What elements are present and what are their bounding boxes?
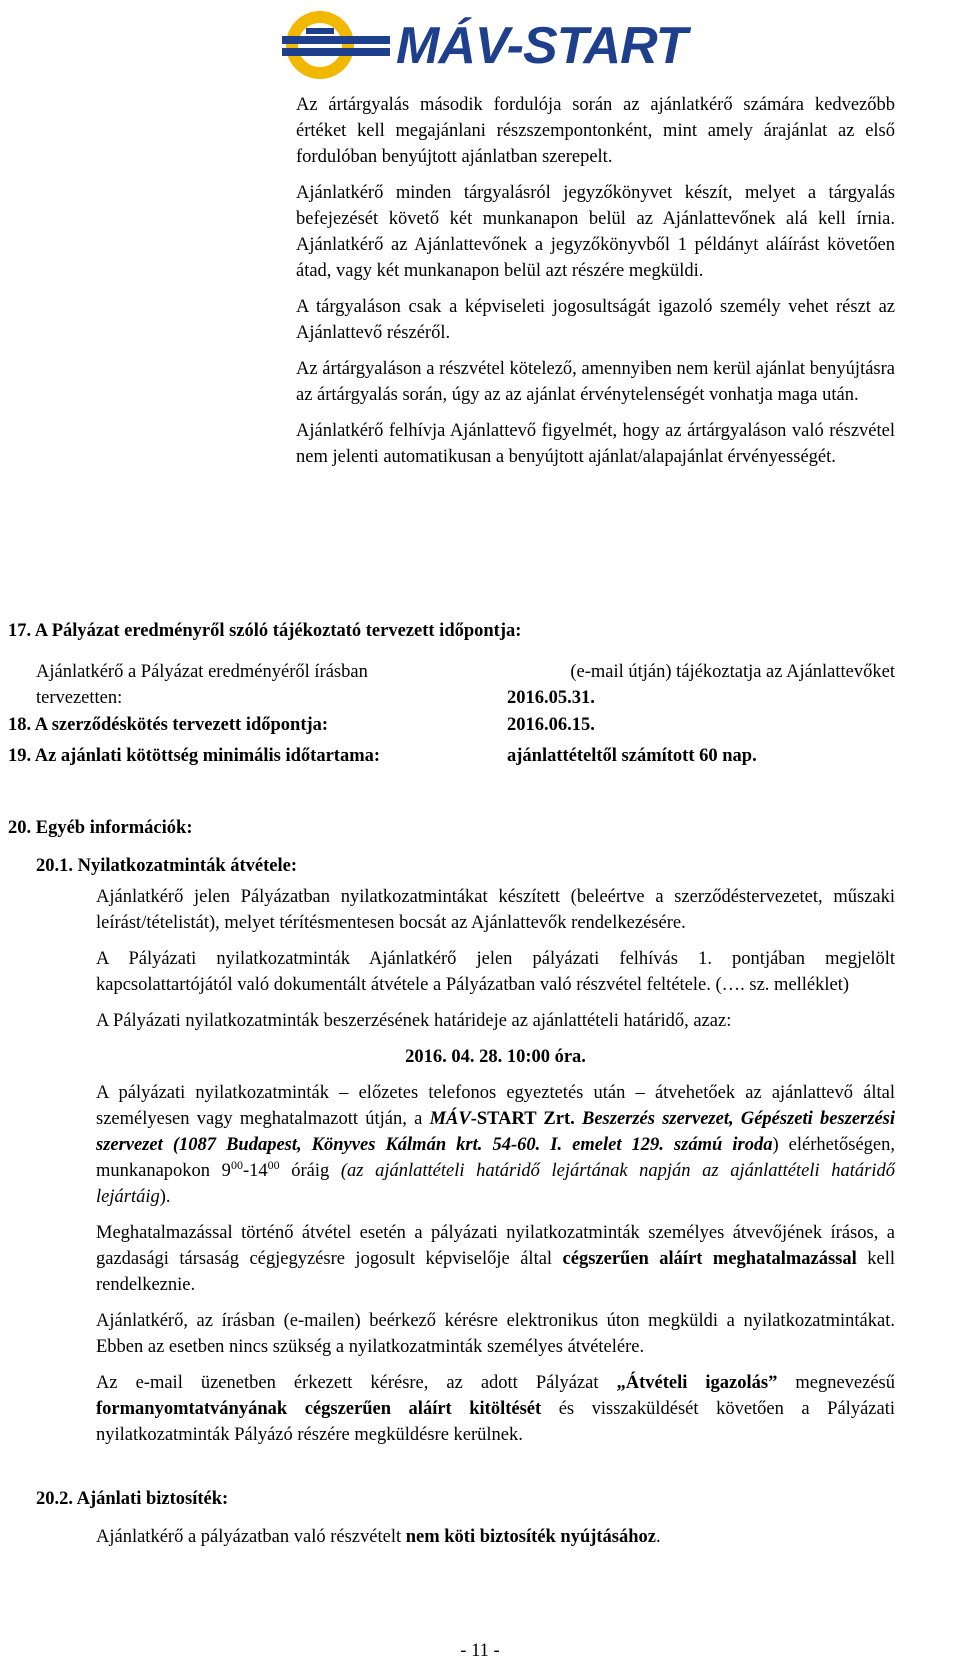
s201-p5-text-b: cégszerűen aláírt meghatalmazással xyxy=(562,1249,857,1269)
intro-paragraph-5: Ajánlatkérő felhívja Ajánlattevő figyelmét, hogy az ártárgyaláson való részvétel nem jelenti automatikusan a benyújtott ajánlat/alapajánlat érvényességét. xyxy=(296,421,895,467)
section-18-date: 2016.06.15. xyxy=(507,715,595,735)
section-20-heading: 20. Egyéb információk: xyxy=(8,818,193,838)
s201-paragraph-6: Ajánlatkérő, az írásban (e-mailen) beérkező kérésre elektronikus úton megküldi a nyilatkozatmintákat. Ebben az esetben nincs szükség a nyilatkozatminták személyes átvételére. xyxy=(96,1311,895,1357)
s201-paragraph-4 xyxy=(96,1080,895,1210)
s201-p7-text-e: és visszaküldését követően a Pályázati nyilatkozatminták Pályázó részére megküldésre kerülnek. xyxy=(96,1399,895,1445)
s201-p7-text-a: Az e-mail üzenetben érkezett kérésre, az adott Pályázat xyxy=(96,1373,617,1393)
s201-p4-text-f: (az ajánlattételi határidő lejártának napján az ajánlattételi határidő lejártáig xyxy=(96,1161,895,1207)
s202-text-b: nem köti biztosíték nyújtásához xyxy=(405,1527,657,1547)
section-17-line-1-right: (e-mail útján) tájékoztatja az Ajánlattevőket xyxy=(570,662,895,682)
s201-paragraph-1: Ajánlatkérő jelen Pályázatban nyilatkozatmintákat készített (beleértve a szerződéstervezetet, műszaki leírást/tételistát), melyet térítésmentesen bocsát az Ajánlattevők rendelkezésére. xyxy=(96,887,895,933)
section-20-2-body xyxy=(96,1524,895,1550)
s201-p4-text-a: A pályázati nyilatkozatminták – előzetes telefonos egyeztetés után – átvehetőek az ajánlattevő által személyesen vagy meghatalmazott útján, a xyxy=(96,1083,895,1129)
s201-p4-text-d: -14 xyxy=(242,1161,268,1181)
section-20-1-body xyxy=(96,884,895,1458)
s201-deadline: 2016. 04. 28. 10:00 óra. xyxy=(405,1047,586,1067)
s201-paragraph-7 xyxy=(96,1370,895,1448)
s201-p5-text-a: Meghatalmazással történő átvétel esetén a pályázati nyilatkozatminták személyes átvevőjének írásos, a gazdasági társaság cégjegyzésre jogosult képviselője által xyxy=(96,1223,895,1269)
s202-text-c: . xyxy=(656,1527,661,1547)
section-18-heading: 18. A szerződéskötés tervezett időpontja: xyxy=(8,715,329,735)
section-17-line-2-left: tervezetten: xyxy=(36,688,123,708)
s201-p7-text-b: „Átvételi igazolás” xyxy=(616,1373,778,1393)
s202-text-a: Ajánlatkérő a pályázatban való részvételt xyxy=(96,1527,406,1547)
s201-p4-text-g: ). xyxy=(159,1187,171,1207)
s201-p4-sup-2: 00 xyxy=(267,1158,280,1172)
intro-paragraph-2: Ajánlatkérő minden tárgyalásról jegyzőkönyvet készít, melyet a tárgyalás befejezését követő két munkanapon belül az Ajánlattevőnek alá kell írnia. Ajánlatkérő az Ajánlattevőnek a jegyzőkönyvből 1 példányt aláírást követően átad, vagy két munkanapon belül azt részére megküldi. xyxy=(296,183,895,281)
section-17-date: 2016.05.31. xyxy=(507,688,595,708)
s201-p4-text-c: ) elérhetőségen, munkanapokon 9 xyxy=(96,1135,895,1181)
section-17-heading: 17. A Pályázat eredményről szóló tájékoztató tervezett időpontja: xyxy=(8,621,522,641)
s201-paragraph-3: A Pályázati nyilatkozatminták beszerzésének határideje az ajánlattételi határidő, azaz: xyxy=(96,1011,732,1031)
s201-paragraph-5 xyxy=(96,1220,895,1298)
section-20-2-heading: 20.2. Ajánlati biztosíték: xyxy=(36,1489,229,1509)
s201-p4-mav: MÁV xyxy=(429,1109,471,1129)
intro-paragraph-3: A tárgyaláson csak a képviseleti jogosultságát igazoló személy vehet részt az Ajánlattevő részéről. xyxy=(296,297,895,343)
s201-p7-text-d: formanyomtatványának cégszerűen aláírt kitöltését xyxy=(96,1399,542,1419)
page-number: - 11 - xyxy=(460,1641,500,1661)
intro-paragraph-4: Az ártárgyaláson a részvétel kötelező, amennyiben nem kerül ajánlat benyújtásra az ártárgyalás során, úgy az az ajánlat érvénytelenségét vonhatja maga után. xyxy=(296,359,895,405)
s201-p5-text-c: kell rendelkeznie. xyxy=(96,1249,895,1295)
section-19-value: ajánlattételtől számított 60 nap. xyxy=(507,746,757,766)
logo-wordmark: MÁV-START xyxy=(396,17,687,75)
section-17-line-1-left: Ajánlatkérő a Pályázat eredményéről írásban xyxy=(36,662,368,682)
section-20-1-heading: 20.1. Nyilatkozatminták átvétele: xyxy=(36,856,298,876)
intro-paragraph-1: Az ártárgyalás második fordulója során az ajánlatkérő számára kedvezőbb értéket kell megajánlani részszempontonként, mint amely árajánlat az első fordulóban benyújtott ajánlatban szerepelt. xyxy=(296,95,895,167)
mav-start-logo xyxy=(276,6,696,84)
s201-p4-text-e: óráig xyxy=(279,1161,341,1181)
s201-p4-start: -START Zrt. xyxy=(470,1109,575,1129)
s201-p4-sup-1: 00 xyxy=(230,1158,243,1172)
intro-section xyxy=(296,92,895,480)
section-19-heading: 19. Az ajánlati kötöttség minimális időtartama: xyxy=(8,746,381,766)
s201-p4-address: Beszerzés szervezet, Gépészeti beszerzési szervezet (1087 Budapest, Könyves Kálmán krt. 54-60. I. emelet 129. számú iroda xyxy=(96,1109,895,1155)
mav-start-emblem-icon xyxy=(276,6,396,84)
s201-p7-text-c: megnevezésű xyxy=(777,1373,895,1393)
s201-paragraph-2: A Pályázati nyilatkozatminták Ajánlatkérő jelen pályázati felhívás 1. pontjában megjelölt kapcsolattartójától való dokumentált átvétele a Pályázatban való részvétel feltétele. (…. sz. melléklet) xyxy=(96,949,895,995)
